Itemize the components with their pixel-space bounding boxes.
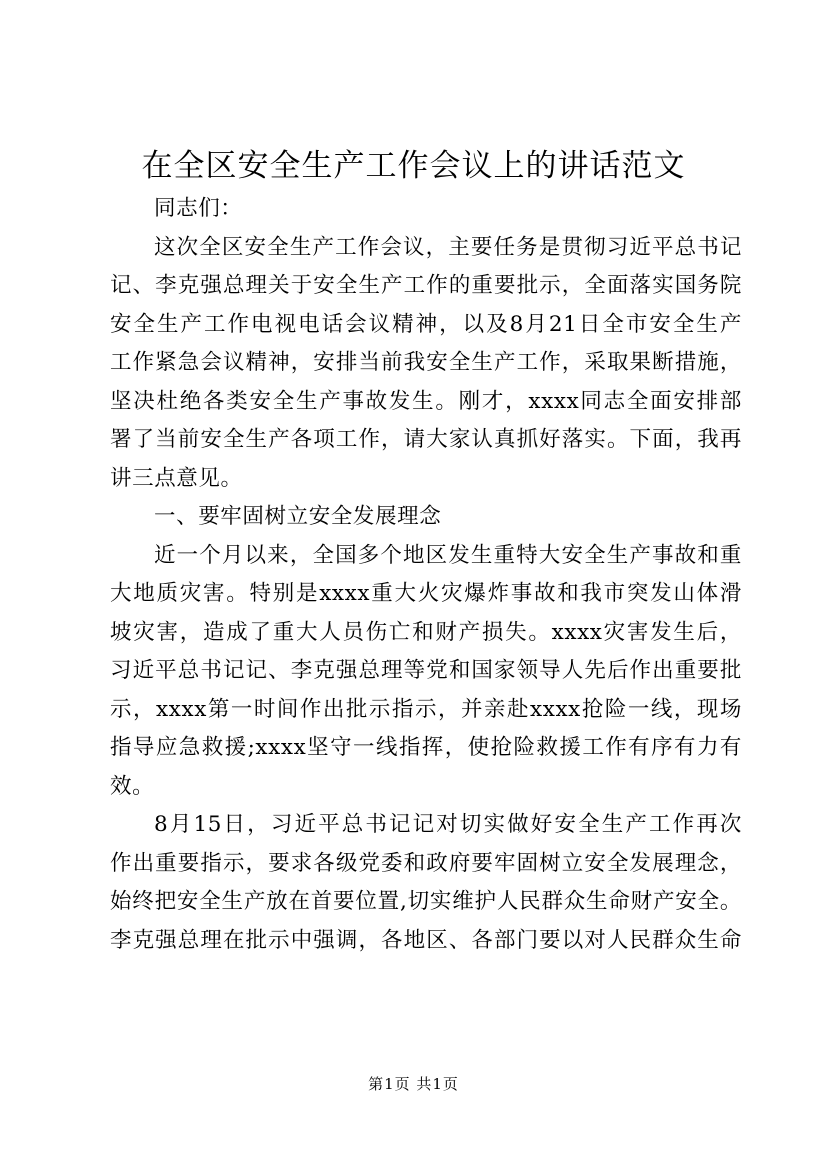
paragraph-line: 近一个月以来，全国多个地区发生重特大安全生产事故和重 bbox=[154, 542, 742, 568]
paragraph-line: 工作紧急会议精神，安排当前我安全生产工作，采取果断措施， bbox=[110, 350, 742, 375]
document-title: 在全区安全生产工作会议上的讲话范文 bbox=[141, 148, 686, 184]
paragraph-line: 大地质灾害。特别是xxxx重大火灾爆炸事故和我市突发山体滑 bbox=[110, 581, 742, 606]
paragraph-line: 李克强总理在批示中强调，各地区、各部门要以对人民群众生命 bbox=[110, 927, 742, 953]
paragraph-line: 安全生产工作电视电话会议精神，以及8月21日全市安全生产 bbox=[110, 311, 742, 337]
paragraph-line: 8月15日，习近平总书记记对切实做好安全生产工作再次 bbox=[154, 812, 742, 837]
paragraph-line: 始终把安全生产放在首要位置,切实维护人民群众生命财产安全。 bbox=[110, 889, 742, 914]
paragraph-line: 这次全区安全生产工作会议，主要任务是贯彻习近平总书记 bbox=[154, 234, 742, 260]
paragraph-line: 署了当前安全生产各项工作，请大家认真抓好落实。下面，我再 bbox=[110, 427, 742, 452]
paragraph-line: 坚决杜绝各类安全生产事故发生。刚才，xxxx同志全面安排部 bbox=[110, 388, 742, 414]
page-footer: 第1页 共1页 bbox=[368, 1075, 459, 1093]
paragraph-line: 示，xxxx第一时间作出批示指示，并亲赴xxxx抢险一线，现场 bbox=[110, 696, 742, 722]
paragraph-line: 坡灾害，造成了重大人员伤亡和财产损失。xxxx灾害发生后， bbox=[110, 619, 742, 645]
paragraph-line: 指导应急救援;xxxx坚守一线指挥，使抢险救援工作有序有力有 bbox=[110, 735, 742, 760]
document-body bbox=[110, 190, 742, 960]
section-heading: 一、要牢固树立安全发展理念 bbox=[154, 504, 442, 529]
paragraph-line: 习近平总书记记、李克强总理等党和国家领导人先后作出重要批 bbox=[110, 658, 742, 683]
salutation: 同志们： bbox=[154, 196, 243, 221]
paragraph-line: 效。 bbox=[110, 773, 155, 799]
paragraph-line: 记、李克强总理关于安全生产工作的重要批示，全面落实国务院 bbox=[110, 273, 742, 298]
paragraph-line: 讲三点意见。 bbox=[110, 465, 243, 491]
paragraph-line: 作出重要指示，要求各级党委和政府要牢固树立安全发展理念， bbox=[110, 850, 742, 876]
